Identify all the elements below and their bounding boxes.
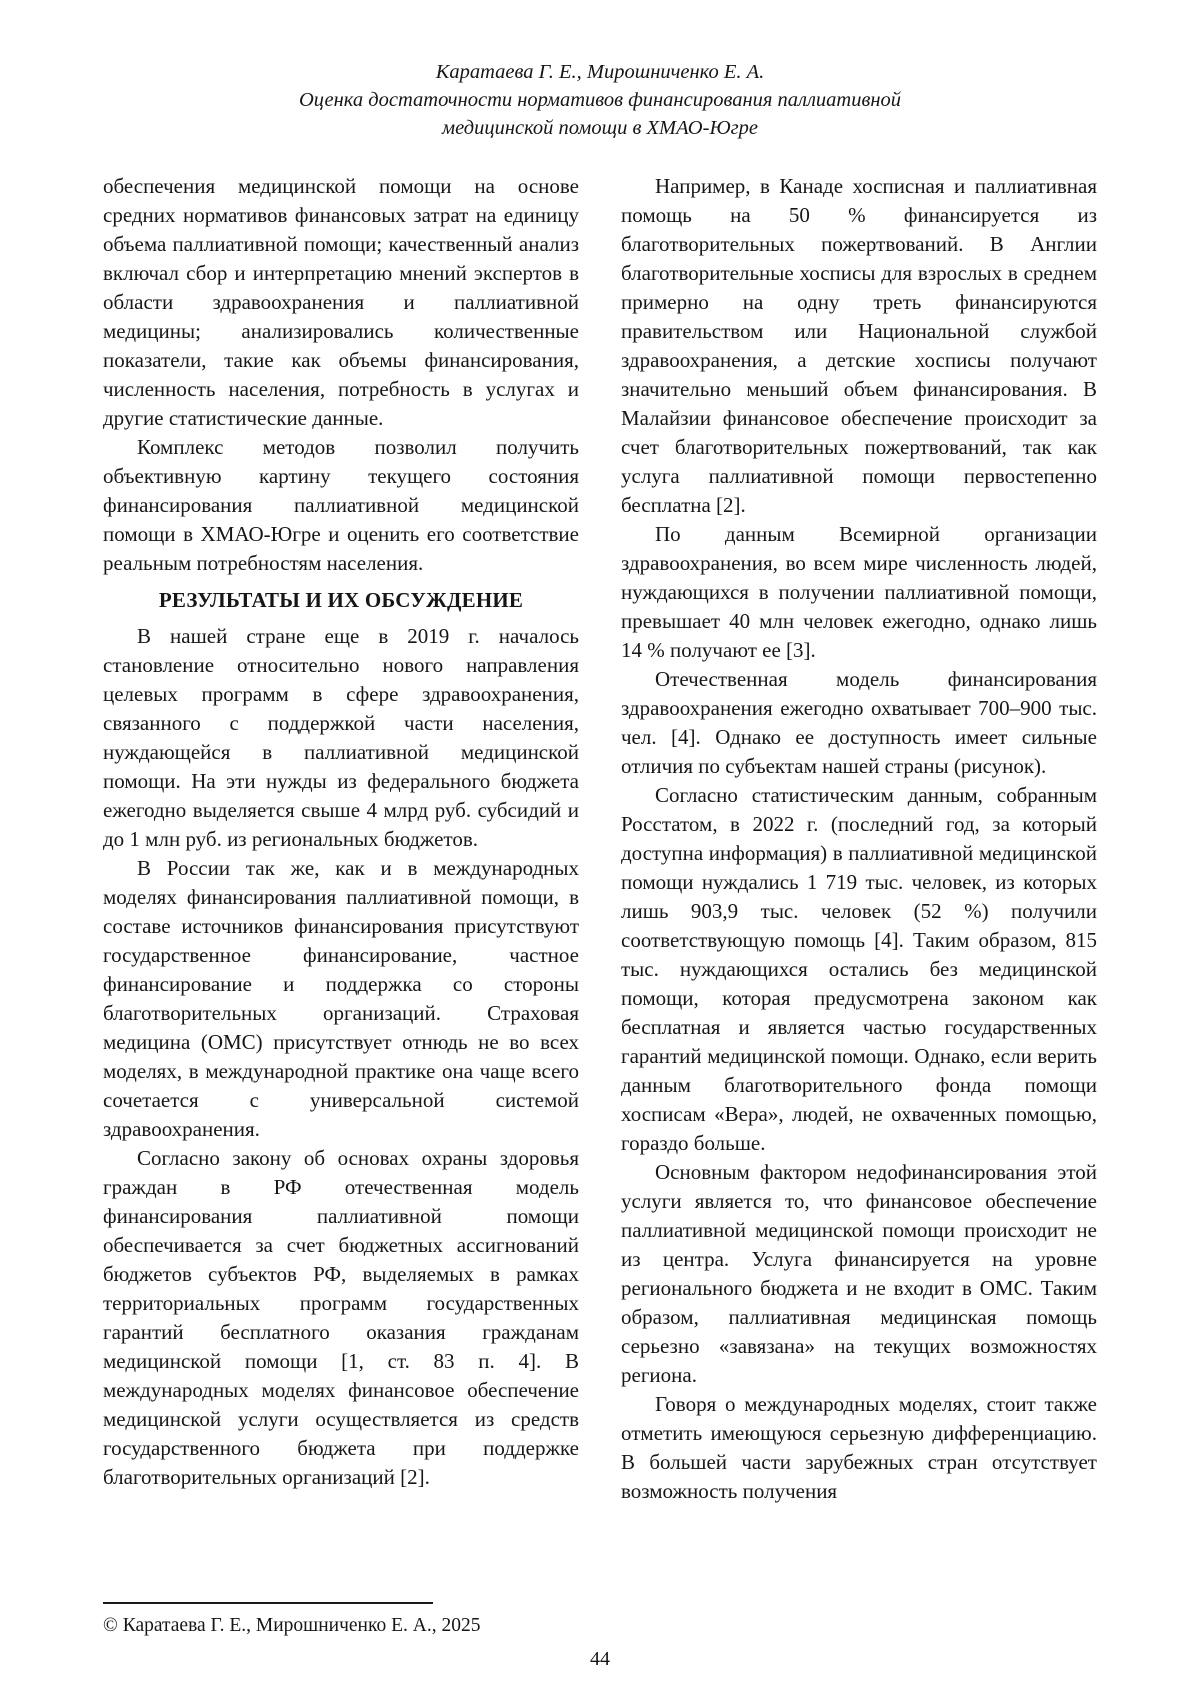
footnote-rule <box>103 1602 433 1604</box>
page-number: 44 <box>590 1648 610 1670</box>
paragraph: Отечественная модель финансирования здравоохранения ежегодно охватывает 700–900 тыс. чел. [4]. Однако ее доступность имеет сильные отличия по субъектам нашей страны (рисунок). <box>621 667 1097 778</box>
two-column-layout <box>103 172 1097 1506</box>
header-authors: Каратаева Г. Е., Мирошниченко Е. А. <box>435 61 765 83</box>
page-footer <box>103 1602 1097 1671</box>
paragraph: Говоря о международных моделях, стоит также отметить имеющуюся серьезную дифференциацию. В большей части зарубежных стран отсутствует возможность получения <box>621 1392 1097 1503</box>
paragraph: В нашей стране еще в 2019 г. началось становление относительно нового направления целевых программ в сфере здравоохранения, связанного с поддержкой части населения, нуждающейся в паллиативной медицинской помощи. На эти нужды из федерального бюджета ежегодно выделяется свыше 4 млрд руб. субсидий и до 1 млн руб. из региональных бюджетов. <box>103 624 579 851</box>
left-column <box>103 172 579 1506</box>
right-column <box>621 172 1097 1506</box>
section-heading: РЕЗУЛЬТАТЫ И ИХ ОБСУЖДЕНИЕ <box>158 588 524 612</box>
paragraph: Основным фактором недофинансирования этой услуги является то, что финансовое обеспечение паллиативной медицинской помощи происходит не из центра. Услуга финансируется на уровне регионального бюджета и не входит в ОМС. Таким образом, паллиативная медицинская помощь серьезно «завязана» на текущих возможностях региона. <box>621 1160 1097 1387</box>
header-title-line2: медицинской помощи в ХМАО-Югре <box>442 117 758 139</box>
paragraph-continuation: обеспечения медицинской помощи на основе средних нормативов финансовых затрат на единицу объема паллиативной помощи; качественный анализ включал сбор и интерпретацию мнений экспертов в области здравоохранения и паллиативной медицины; анализировались количественные показатели, такие как объемы финансирования, численность населения, потребность в услугах и другие статистические данные. <box>103 174 579 430</box>
paragraph: По данным Всемирной организации здравоохранения, во всем мире численность людей, нуждающихся в получении паллиативной помощи, превышает 40 млн человек ежегодно, однако лишь 14 % получают ее [3]. <box>621 522 1097 662</box>
running-header <box>103 58 1097 142</box>
header-title-line1: Оценка достаточности нормативов финансирования паллиативной <box>298 89 902 111</box>
paragraph: Комплекс методов позволил получить объективную картину текущего состояния финансирования паллиативной медицинской помощи в ХМАО-Югре и оценить его соответствие реальным потребностям населения. <box>103 435 579 575</box>
paragraph: Например, в Канаде хосписная и паллиативная помощь на 50 % финансируется из благотворительных пожертвований. В Англии благотворительные хосписы для взрослых в среднем примерно на одну треть финансируются правительством или Национальной службой здравоохранения, а детские хосписы получают значительно меньший объем финансирования. В Малайзии финансовое обеспечение происходит за счет благотворительных пожертвований, так как услуга паллиативной помощи первостепенно бесплатна [2]. <box>621 174 1097 517</box>
paragraph: Согласно закону об основах охраны здоровья граждан в РФ отечественная модель финансирования паллиативной помощи обеспечивается за счет бюджетных ассигнований бюджетов субъектов РФ, выделяемых в рамках территориальных программ государственных гарантий бесплатного оказания гражданам медицинской помощи [1, ст. 83 п. 4]. В международных моделях финансовое обеспечение медицинской услуги осуществляется из средств государственного бюджета при поддержке благотворительных организаций [2]. <box>103 1146 579 1489</box>
paragraph: В России так же, как и в международных моделях финансирования паллиативной помощи, в составе источников финансирования присутствуют государственное финансирование, частное финансирование и поддержка со стороны благотворительных организаций. Страховая медицина (ОМС) присутствует отнюдь не во всех моделях, в международной практике она чаще всего сочетается с универсальной системой здравоохранения. <box>103 856 579 1141</box>
paragraph: Согласно статистическим данным, собранным Росстатом, в 2022 г. (последний год, за который доступна информация) в паллиативной медицинской помощи нуждались 1 719 тыс. человек, из которых лишь 903,9 тыс. человек (52 %) получили соответствующую помощь [4]. Таким образом, 815 тыс. нуждающихся остались без медицинской помощи, которая предусмотрена законом как бесплатная и является частью государственных гарантий медицинской помощи. Однако, если верить данным благотворительного фонда помощи хосписам «Вера», людей, не охваченных помощью, гораздо больше. <box>621 783 1097 1155</box>
copyright-note: © Каратаева Г. Е., Мирошниченко Е. А., 2025 <box>103 1615 481 1636</box>
